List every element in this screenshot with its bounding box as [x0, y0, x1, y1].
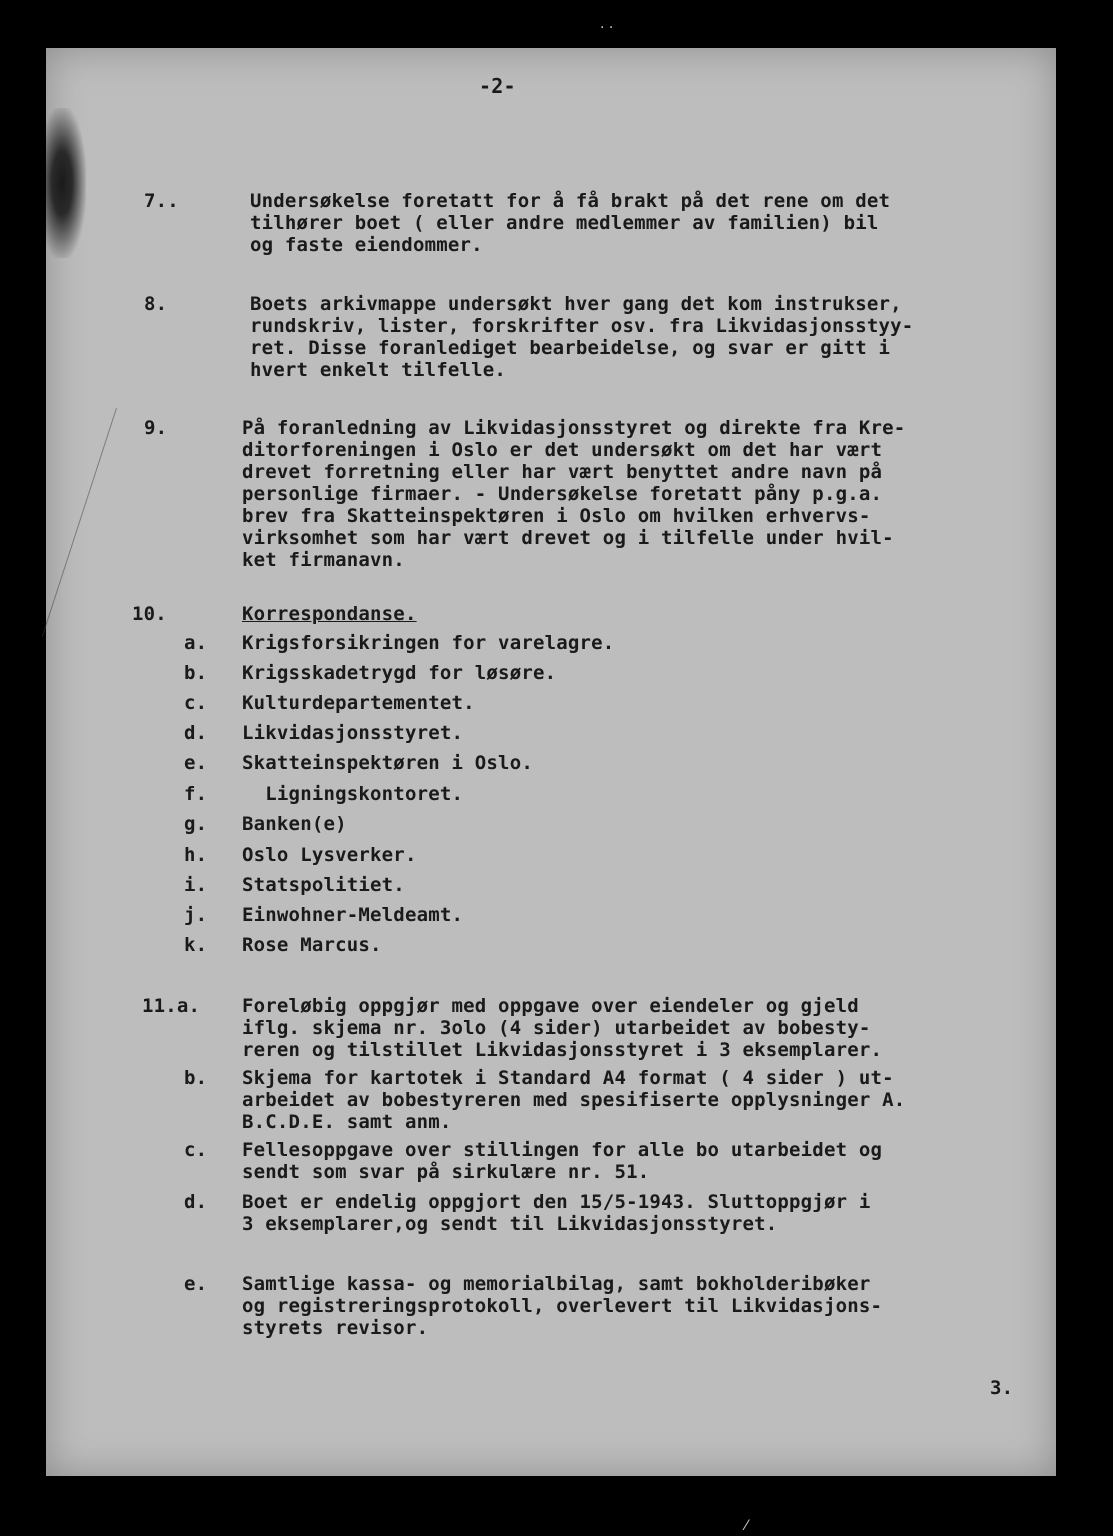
item-line: ket firmanavn.	[242, 549, 405, 571]
scan-specks: · ·	[600, 20, 614, 36]
item-marker: 9.	[144, 417, 168, 439]
item-marker: d.	[184, 1191, 208, 1213]
next-page-number: 3.	[990, 1377, 1014, 1399]
correspondence-letter: c.	[184, 692, 208, 714]
item-line: styrets revisor.	[242, 1317, 429, 1339]
item-marker: 7..	[144, 190, 179, 212]
item-marker: b.	[184, 1067, 208, 1089]
item-line: Skjema for kartotek i Standard A4 format ( 4 sider ) ut-	[242, 1067, 894, 1089]
item-line: hvert enkelt tilfelle.	[250, 359, 507, 381]
ink-smudge	[46, 108, 86, 258]
item-line: 3 eksemplarer,og sendt til Likvidasjonsstyret.	[242, 1213, 778, 1235]
item-line: På foranledning av Likvidasjonsstyret og direkte fra Kre-	[242, 417, 906, 439]
item-marker: 11.a.	[142, 995, 201, 1017]
correspondence-entry: Oslo Lysverker.	[242, 844, 417, 866]
item-line: rundskriv, lister, forskrifter osv. fra Likvidasjonsstyy-	[250, 315, 914, 337]
item-line: arbeidet av bobestyreren med spesifiserte opplysninger A.	[242, 1089, 906, 1111]
correspondence-letter: f.	[184, 783, 208, 805]
item-line: Fellesoppgave over stillingen for alle bo utarbeidet og	[242, 1139, 883, 1161]
item-line: personlige firmaer. - Undersøkelse foretatt påny p.g.a.	[242, 483, 883, 505]
item-line: iflg. skjema nr. 3olo (4 sider) utarbeidet av bobesty-	[242, 1017, 871, 1039]
correspondence-letter: k.	[184, 934, 208, 956]
item-line: brev fra Skatteinspektøren i Oslo om hvilken erhvervs-	[242, 505, 871, 527]
item-line: Boet er endelig oppgjort den 15/5-1943. Sluttoppgjør i	[242, 1191, 871, 1213]
correspondence-letter: b.	[184, 662, 208, 684]
item-line: sendt som svar på sirkulære nr. 51.	[242, 1161, 650, 1183]
correspondence-letter: d.	[184, 722, 208, 744]
correspondence-entry: Skatteinspektøren i Oslo.	[242, 752, 533, 774]
page-number: -2-	[479, 74, 516, 98]
correspondence-entry: Statspolitiet.	[242, 874, 405, 896]
correspondence-letter: a.	[184, 632, 208, 654]
correspondence-letter: i.	[184, 874, 208, 896]
correspondence-letter: h.	[184, 844, 208, 866]
item-line: B.C.D.E. samt anm.	[242, 1111, 452, 1133]
correspondence-letter: g.	[184, 813, 208, 835]
item-marker: 8.	[144, 293, 168, 315]
correspondence-entry: Likvidasjonsstyret.	[242, 722, 464, 744]
item-line: ditorforeningen i Oslo er det undersøkt om det har vært	[242, 439, 883, 461]
correspondence-marker: 10.	[132, 603, 167, 625]
correspondence-entry: Banken(e)	[242, 813, 347, 835]
item-line: Boets arkivmappe undersøkt hver gang det kom instrukser,	[250, 293, 902, 315]
item-marker: e.	[184, 1273, 208, 1295]
item-line: og faste eiendommer.	[250, 234, 483, 256]
correspondence-letter: e.	[184, 752, 208, 774]
scan-scratch: ⁄	[745, 1518, 748, 1534]
item-line: virksomhet som har vært drevet og i tilfelle under hvil-	[242, 527, 894, 549]
correspondence-heading: Korrespondanse.	[242, 603, 417, 625]
correspondence-entry: Krigsskadetrygd for løsøre.	[242, 662, 557, 684]
correspondence-entry: Krigsforsikringen for varelagre.	[242, 632, 615, 654]
correspondence-entry: Rose Marcus.	[242, 934, 382, 956]
item-line: ret. Disse foranlediget bearbeidelse, og svar er gitt i	[250, 337, 891, 359]
item-line: tilhører boet ( eller andre medlemmer av familien) bil	[250, 212, 879, 234]
item-marker: c.	[184, 1139, 208, 1161]
paper-sheet	[46, 48, 1056, 1476]
correspondence-entry: Einwohner-Meldeamt.	[242, 904, 464, 926]
correspondence-entry: Kulturdepartementet.	[242, 692, 475, 714]
item-line: Samtlige kassa- og memorialbilag, samt bokholderibøker	[242, 1273, 871, 1295]
correspondence-entry: Ligningskontoret.	[242, 783, 464, 805]
item-line: reren og tilstillet Likvidasjonsstyret i 3 eksemplarer.	[242, 1039, 883, 1061]
item-line: og registreringsprotokoll, overlevert til Likvidasjons-	[242, 1295, 883, 1317]
correspondence-letter: j.	[184, 904, 208, 926]
item-line: drevet forretning eller har vært benyttet andre navn på	[242, 461, 883, 483]
item-line: Undersøkelse foretatt for å få brakt på det rene om det	[250, 190, 891, 212]
item-line: Foreløbig oppgjør med oppgave over eiendeler og gjeld	[242, 995, 859, 1017]
